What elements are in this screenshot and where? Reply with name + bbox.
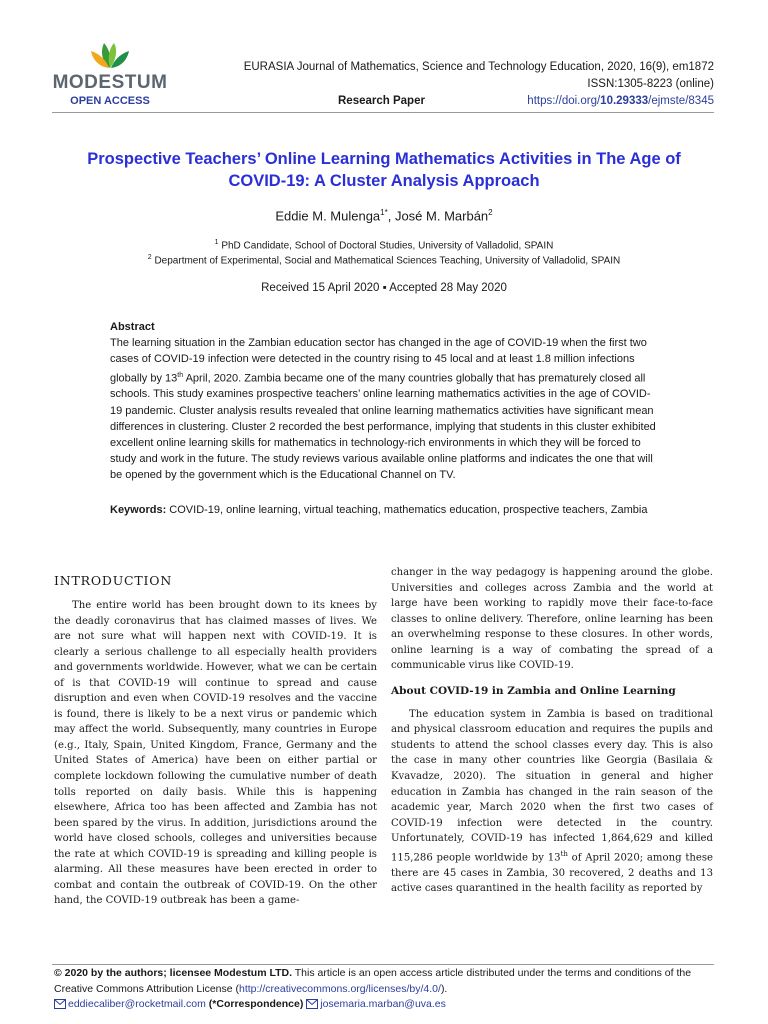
publisher-name: MODESTUM <box>52 72 168 93</box>
mail-icon <box>306 999 318 1009</box>
license-link[interactable]: http://creativecommons.org/licenses/by/4.0/ <box>239 982 441 995</box>
license-notice: © 2020 by the authors; licensee Modestum LTD. This article is an open access article distributed under the terms and conditions of the Creative Commons Attribution License (http://creativecommons.org/licenses/by/4.0/). <box>54 967 692 995</box>
introduction-paragraph: The entire world has been brought down to its knees by the deadly coronavirus that has claimed masses of lives. We are not sure what will happen next with COVID-19. It is clearly a serious challenge to all especially health providers and governments worldwide. However, what we can be certain of is that COVID-19 will continue to spread and cause disruption and even when COVID-19 resolves and the vaccine is found, there is likely to be a next virus or pandemic which may affect the world. Subsequently, many countries in Europe (e.g., Italy, Spain, United Kingdom, France, Germany and the United States of America) have been on either partial or complete lockdown following the cumulative number of death tolls reported on daily basis. While this is happening elsewhere, Africa too has been affected and Zambia has not been spared by the virus. In addition, jurisdictions around the world have closed schools, colleges and universities because the rate at which COVID-19 is spreading and killing people is alarming. All these measures have been erected in order to combat and contain the outbreak of COVID-19. On the other hand, the COVID-19 outbreak has been a game- <box>54 600 377 907</box>
keywords-text: COVID-19, online learning, virtual teaching, mathematics education, prospective teachers, Zambia <box>166 504 648 516</box>
abstract-heading: Abstract <box>110 321 155 333</box>
email-link-1[interactable]: eddiecaliber@rocketmail.com <box>68 998 206 1010</box>
open-access-label: OPEN ACCESS <box>70 95 150 107</box>
mail-icon <box>54 999 66 1009</box>
paper-type: Research Paper <box>338 95 425 107</box>
footer <box>54 966 714 1013</box>
leaf-logo-icon <box>88 40 132 70</box>
author-list: Eddie M. Mulenga$^{1*}$, José M. Marbán$^2$ <box>275 208 493 224</box>
title-line-1: Prospective Teachers’ Online Learning Mathematics Activities in The Age of <box>87 150 681 168</box>
issn: ISSN:1305-8223 (online) <box>587 78 714 90</box>
right-column <box>391 565 713 897</box>
journal-citation: EURASIA Journal of Mathematics, Science and Technology Education, 2020, 16(9), em1872 <box>243 61 714 73</box>
introduction-heading: INTRODUCTION <box>54 573 173 588</box>
correspondence-label: (*Correspondence) <box>205 998 307 1010</box>
author-1: Eddie M. Mulenga <box>275 208 381 224</box>
abstract-text: The learning situation in the Zambian education sector has changed in the age of COVID-19 when the first two cases of COVID-19 infection were detected in the country rising to 45 local and at least 1.8 million infections globally by 13th April, 2020. Zambia became one of the many countries globally that has prematurely closed all schools. This study examines prospective teachers’ online learning mathematics activities in the age of COVID-19 pandemic. Cluster analysis results revealed that online learning mathematics activities have significant mean differences in clustering. Cluster 2 recorded the best performance, implying that students in this cluster exhibited excellent online learning skills for mathematics in technology-rich environments in which they will be forced to study and work in the future. The study reviews various available online platforms and indicates the one that will be opened by the government which is the Educational Channel on TV. <box>110 337 656 482</box>
contact-emails <box>54 997 714 1013</box>
keywords <box>110 502 658 518</box>
received-accepted-dates: Received 15 April 2020 ▪ Accepted 28 May 2020 <box>261 282 507 294</box>
paper-title <box>60 148 708 192</box>
header-divider <box>52 112 714 113</box>
introduction-continued: changer in the way pedagogy is happening around the globe. Universities and colleges across Zambia and the world at large have been working to rapidly move their face-to-face classes to online delivery. Therefore, online learning has been an overwhelming response to these closures. In other words, online learning is a way of combating the spread of a communicable virus like COVID-19. <box>391 567 713 672</box>
affiliation-2: $^2$ Department of Experimental, Social and Mathematical Sciences Teaching, University of Valladolid, SPAIN <box>147 254 621 267</box>
footer-divider <box>52 964 714 965</box>
doi-link[interactable]: https://doi.org/10.29333/ejmste/8345 <box>527 95 714 107</box>
abstract <box>110 319 658 484</box>
author-2: José M. Marbán <box>394 208 489 224</box>
keywords-label: Keywords: <box>110 504 167 516</box>
email-link-2[interactable]: josemaria.marban@uva.es <box>320 998 446 1010</box>
affiliation-1: $^1$ PhD Candidate, School of Doctoral Studies, University of Valladolid, SPAIN <box>214 239 554 252</box>
subsection-paragraph: The education system in Zambia is based on traditional and physical classroom education and requires the pupils and students to attend the school classes every day. This is also the case in many other countries like Georgia (Basilaia & Kvavadze, 2020). The situation in general and higher education in Zambia has changed in the rain season of the academic year, March 2020 when the first two cases of COVID-19 infection were detected in the country. Unfortunately, COVID-19 has infected 1,864,629 and killed 115,286 people worldwide by 13th of April 2020; among these there are 45 cases in Zambia, 30 recovered, 2 deaths and 13 active cases quarantined in the health facility as reported by <box>391 708 714 895</box>
subsection-heading: About COVID-19 in Zambia and Online Learning <box>391 684 676 697</box>
title-line-2: COVID-19: A Cluster Analysis Approach <box>228 172 540 190</box>
left-column <box>54 572 377 909</box>
publisher-logo <box>52 40 168 108</box>
